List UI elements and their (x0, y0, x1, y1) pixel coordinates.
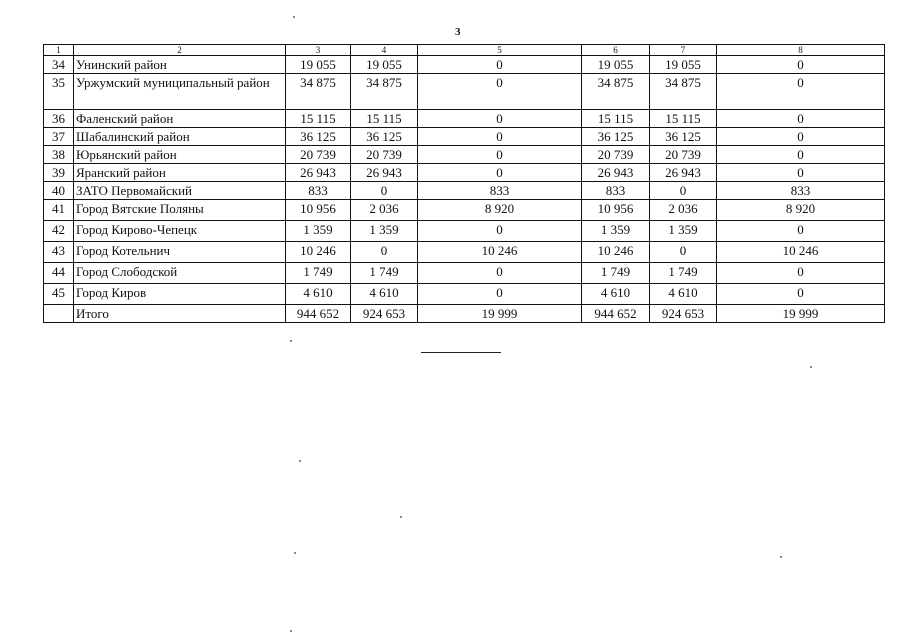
value-cell: 19 055 (582, 56, 650, 74)
row-index: 41 (44, 200, 74, 221)
district-name: Город Вятские Поляны (74, 200, 286, 221)
row-index: 34 (44, 56, 74, 74)
table-row (44, 200, 885, 221)
scan-speck (810, 366, 812, 368)
total-cell: 19 999 (418, 305, 582, 323)
row-index: 45 (44, 284, 74, 305)
value-cell: 1 749 (582, 263, 650, 284)
value-cell: 15 115 (650, 110, 717, 128)
column-header: 3 (286, 45, 351, 56)
value-cell: 0 (717, 110, 885, 128)
value-cell: 0 (717, 221, 885, 242)
row-index: 35 (44, 74, 74, 110)
total-cell: 19 999 (717, 305, 885, 323)
value-cell: 0 (418, 56, 582, 74)
district-name: ЗАТО Первомайский (74, 182, 286, 200)
value-cell: 34 875 (286, 74, 351, 110)
value-cell: 0 (717, 56, 885, 74)
value-cell: 0 (418, 110, 582, 128)
value-cell: 15 115 (286, 110, 351, 128)
value-cell: 19 055 (286, 56, 351, 74)
budget-table (43, 44, 885, 323)
value-cell: 1 749 (650, 263, 717, 284)
value-cell: 15 115 (582, 110, 650, 128)
value-cell: 36 125 (351, 128, 418, 146)
value-cell: 4 610 (286, 284, 351, 305)
column-number-row (44, 45, 885, 56)
scan-speck (290, 630, 292, 632)
table-row (44, 182, 885, 200)
value-cell: 26 943 (286, 164, 351, 182)
value-cell: 4 610 (582, 284, 650, 305)
value-cell: 0 (650, 182, 717, 200)
value-cell: 20 739 (286, 146, 351, 164)
value-cell: 36 125 (650, 128, 717, 146)
column-header: 6 (582, 45, 650, 56)
value-cell: 1 359 (650, 221, 717, 242)
value-cell: 4 610 (351, 284, 418, 305)
value-cell: 1 749 (286, 263, 351, 284)
value-cell: 0 (418, 74, 582, 110)
value-cell: 0 (717, 164, 885, 182)
table-row (44, 110, 885, 128)
table-row (44, 164, 885, 182)
district-name: Город Кирово-Чепецк (74, 221, 286, 242)
value-cell: 0 (717, 146, 885, 164)
district-name: Фаленский район (74, 110, 286, 128)
value-cell: 0 (418, 128, 582, 146)
value-cell: 0 (351, 242, 418, 263)
scan-speck (400, 516, 402, 518)
scan-speck (293, 16, 295, 18)
table-row (44, 74, 885, 110)
district-name: Юрьянский район (74, 146, 286, 164)
value-cell: 0 (418, 221, 582, 242)
value-cell: 34 875 (582, 74, 650, 110)
district-name: Город Киров (74, 284, 286, 305)
total-index-cell (44, 305, 74, 323)
district-name: Город Котельнич (74, 242, 286, 263)
table-row (44, 56, 885, 74)
end-of-table-rule (421, 352, 501, 353)
value-cell: 0 (418, 164, 582, 182)
value-cell: 26 943 (582, 164, 650, 182)
scan-speck (290, 340, 292, 342)
district-name: Шабалинский район (74, 128, 286, 146)
district-name: Унинский район (74, 56, 286, 74)
row-index: 36 (44, 110, 74, 128)
value-cell: 26 943 (351, 164, 418, 182)
district-name: Город Слободской (74, 263, 286, 284)
value-cell: 36 125 (286, 128, 351, 146)
value-cell: 15 115 (351, 110, 418, 128)
value-cell: 26 943 (650, 164, 717, 182)
total-label: Итого (74, 305, 286, 323)
table-row (44, 146, 885, 164)
table-body (44, 56, 885, 305)
value-cell: 833 (582, 182, 650, 200)
value-cell: 10 246 (286, 242, 351, 263)
value-cell: 1 359 (351, 221, 418, 242)
value-cell: 34 875 (650, 74, 717, 110)
value-cell: 0 (717, 74, 885, 110)
total-row (44, 305, 885, 323)
row-index: 43 (44, 242, 74, 263)
value-cell: 19 055 (351, 56, 418, 74)
value-cell: 8 920 (418, 200, 582, 221)
value-cell: 0 (418, 263, 582, 284)
value-cell: 36 125 (582, 128, 650, 146)
value-cell: 0 (418, 146, 582, 164)
value-cell: 1 359 (582, 221, 650, 242)
table-row (44, 128, 885, 146)
value-cell: 0 (717, 128, 885, 146)
table-row (44, 284, 885, 305)
total-cell: 924 653 (351, 305, 418, 323)
column-header: 4 (351, 45, 418, 56)
total-cell: 944 652 (286, 305, 351, 323)
value-cell: 34 875 (351, 74, 418, 110)
total-cell: 924 653 (650, 305, 717, 323)
row-index: 37 (44, 128, 74, 146)
scan-speck (299, 460, 301, 462)
value-cell: 2 036 (650, 200, 717, 221)
value-cell: 0 (351, 182, 418, 200)
value-cell: 833 (717, 182, 885, 200)
district-name: Уржумский муниципальный район (74, 74, 286, 110)
value-cell: 10 246 (418, 242, 582, 263)
value-cell: 1 749 (351, 263, 418, 284)
value-cell: 0 (717, 284, 885, 305)
value-cell: 10 956 (286, 200, 351, 221)
value-cell: 0 (717, 263, 885, 284)
value-cell: 10 246 (717, 242, 885, 263)
column-header: 2 (74, 45, 286, 56)
row-index: 39 (44, 164, 74, 182)
value-cell: 10 246 (582, 242, 650, 263)
table-row (44, 242, 885, 263)
scan-speck (780, 556, 782, 558)
column-header: 5 (418, 45, 582, 56)
page-number: 3 (455, 26, 461, 38)
value-cell: 20 739 (582, 146, 650, 164)
row-index: 42 (44, 221, 74, 242)
value-cell: 1 359 (286, 221, 351, 242)
value-cell: 10 956 (582, 200, 650, 221)
value-cell: 19 055 (650, 56, 717, 74)
value-cell: 2 036 (351, 200, 418, 221)
column-header: 1 (44, 45, 74, 56)
column-header: 7 (650, 45, 717, 56)
value-cell: 833 (286, 182, 351, 200)
value-cell: 0 (418, 284, 582, 305)
value-cell: 20 739 (351, 146, 418, 164)
scan-speck (294, 552, 296, 554)
row-index: 38 (44, 146, 74, 164)
value-cell: 4 610 (650, 284, 717, 305)
row-index: 44 (44, 263, 74, 284)
value-cell: 833 (418, 182, 582, 200)
value-cell: 20 739 (650, 146, 717, 164)
table-row (44, 263, 885, 284)
total-cell: 944 652 (582, 305, 650, 323)
value-cell: 0 (650, 242, 717, 263)
district-name: Яранский район (74, 164, 286, 182)
column-header: 8 (717, 45, 885, 56)
table-row (44, 221, 885, 242)
row-index: 40 (44, 182, 74, 200)
value-cell: 8 920 (717, 200, 885, 221)
